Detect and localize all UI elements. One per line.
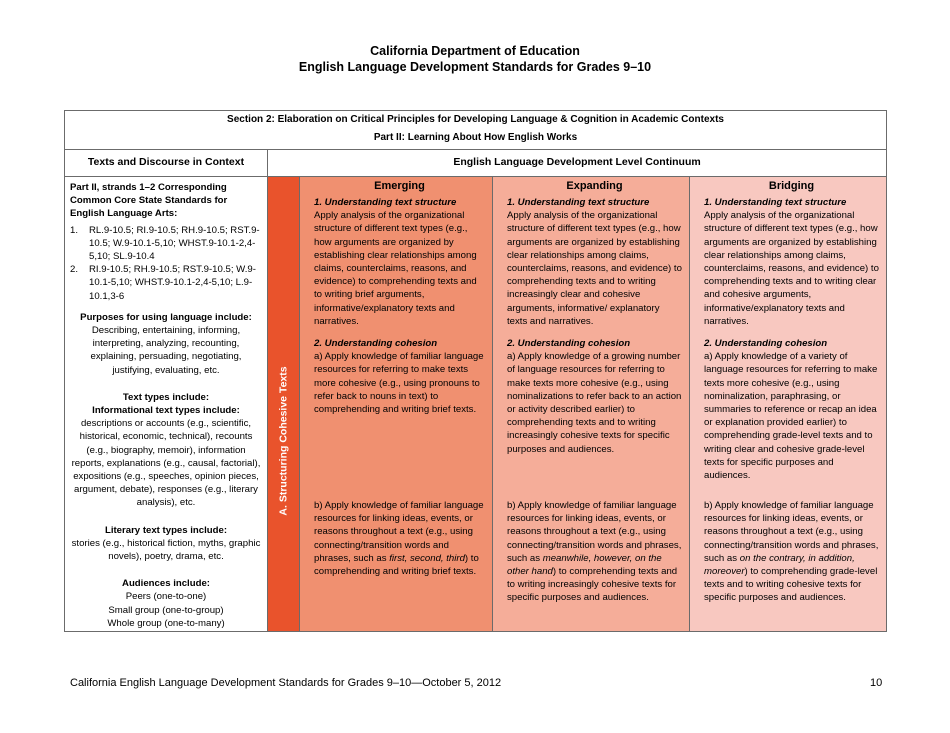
text-types-title: Text types include: [122, 391, 210, 403]
ref-text: RI.9-10.5; RH.9-10.5; RST.9-10.5; W.9-10.1-5,10; WHST.9-10.1-2,4-5,10; L.9-10.1,3-6 [89, 264, 256, 302]
audience-item: Peers (one-to-one) [125, 591, 207, 603]
standards-table [64, 110, 887, 632]
emerging-title: Emerging [374, 180, 425, 192]
section-title: Section 2: Elaboration on Critical Principles for Developing Language & Cognition in Academic Contexts [227, 114, 724, 125]
cohesion-b-text: b) Apply knowledge of familiar language resources for linking ideas, events, or reasons throughout a text (e.g., using connecting/transition words and phrases, such as meanwhile, however, on the other hand) to comprehending texts and to writing increasingly cohesive texts for specific purposes and audiences. [507, 500, 682, 604]
text-structure-title: 1. Understanding text structure [314, 197, 457, 208]
strands-title: Part II, strands 1–2 Corresponding Common Core State Standards for English Language Arts: [70, 182, 228, 220]
text-structure-title: 1. Understanding text structure [704, 197, 847, 208]
emerging-cell [300, 177, 493, 632]
text-structure-text: Apply analysis of the organizational structure of different text types (e.g., how arguments are organized by establishing clear relationships among claims, counterclaims, reasons, and evidence) to comprehending texts and to writing increasingly clear and cohesive arguments, informative/ explanatory texts and narratives. [507, 210, 682, 327]
text-structure-text: Apply analysis of the organizational structure of different text types (e.g., how arguments are organized by establishing clear relationships among claims, counterclaims, reasons, and evidence) to comprehending texts and to writing clear and cohesive arguments, informative/explanatory texts and narratives. [704, 210, 879, 327]
cohesion-title: 2. Understanding cohesion [314, 338, 438, 350]
bridging-title: Bridging [768, 180, 815, 192]
page-number: 10 [870, 677, 883, 689]
continuum-header: English Language Development Level Continuum [268, 150, 887, 177]
cohesion-a-text: a) Apply knowledge of a growing number of language resources for referring to make texts more cohesive (e.g., using nominalizations to refer back to an action or activity described earlier) to comprehending texts and to writing increasingly cohesive texts for specific purposes and audiences. [507, 351, 682, 455]
texts-discourse-cell [65, 177, 268, 632]
document-title: California Department of Education [370, 44, 580, 58]
category-strip [268, 177, 300, 632]
cohesion-b-text: b) Apply knowledge of familiar language resources for linking ideas, events, or reasons throughout a text (e.g., using connecting/transition words and phrases, such as first, second, third) to comprehending and writing brief texts. [314, 500, 484, 578]
cohesion-title: 2. Understanding cohesion [704, 338, 828, 350]
cohesion-a-text: a) Apply knowledge of familiar language resources for referring to make texts more cohesive (e.g., using pronouns to refer back to nouns in text) to comprehending and writing brief texts. [314, 351, 484, 416]
cohesion-title: 2. Understanding cohesion [507, 338, 631, 350]
part-title: Part II: Learning About How English Works [373, 132, 578, 143]
literary-text: stories (e.g., historical fiction, myths, graphic novels), poetry, drama, etc. [71, 537, 261, 563]
text-structure-text: Apply analysis of the organizational structure of different text types (e.g., how arguments are organized by establishing clear relationships among claims, counterclaims, reasons, and evidence) to comprehending texts and to writing brief arguments, informative/explanatory texts and narratives. [314, 210, 477, 327]
ref-number: 1. [70, 224, 79, 236]
expanding-title: Expanding [566, 180, 623, 192]
ref-text: RL.9-10.5; RI.9-10.5; RH.9-10.5; RST.9-10.5; W.9-10.1-5,10; WHST.9-10.1-2,4-5,10; SL.9-10.4 [89, 224, 260, 263]
cohesion-b-text: b) Apply knowledge of familiar language resources for linking ideas, events, or reasons throughout a text (e.g., using connecting/transition words and phrases, such as on the contrary, in addition, moreover) to comprehending grade-level texts and to writing cohesive texts for specific purposes and audiences. [704, 500, 879, 604]
literary-title: Literary text types include: [104, 524, 228, 536]
section-header [65, 111, 887, 150]
left-column-header: Texts and Discourse in Context [65, 150, 268, 177]
audience-item: Whole group (one-to-many) [107, 617, 225, 629]
document-subtitle: English Language Development Standards for Grades 9–10 [298, 60, 652, 74]
bridging-cell [690, 177, 887, 632]
audiences-title: Audiences include: [122, 578, 210, 590]
standard-ref-2 [70, 263, 262, 303]
text-structure-title: 1. Understanding text structure [507, 197, 650, 208]
expanding-cell [493, 177, 690, 632]
purposes-title: Purposes for using language include: [80, 311, 252, 323]
audience-item: Small group (one-to-group) [108, 604, 224, 616]
purposes-text: Describing, entertaining, informing, interpreting, analyzing, recounting, explaining, persuading, negotiating, justifying, evaluating, etc. [90, 325, 242, 376]
category-label: A. Structuring Cohesive Texts [276, 366, 289, 516]
standard-ref-1 [70, 224, 262, 264]
ref-number: 2. [70, 264, 79, 276]
footer-text: California English Language Development Standards for Grades 9–10—October 5, 2012 [70, 677, 502, 689]
cohesion-a-text: a) Apply knowledge of a variety of language resources for referring to make texts more cohesive (e.g., using nominalization, paraphrasing, or summaries to reference or recap an idea or explanation provided earlier) to comprehending grade-level texts and to writing clear and cohesive grade-level texts for specific purposes and audiences. [704, 351, 878, 482]
informational-text: descriptions or accounts (e.g., scientific, historical, economic, technical), recounts (e.g., biography, memoir), information reports, explanations (e.g., causal, factorial), expositions (e.g., speeches, opinion pieces, argument, debate), responses (e.g., literary analysis), etc. [71, 418, 261, 509]
informational-title: Informational text types include: [92, 405, 240, 417]
